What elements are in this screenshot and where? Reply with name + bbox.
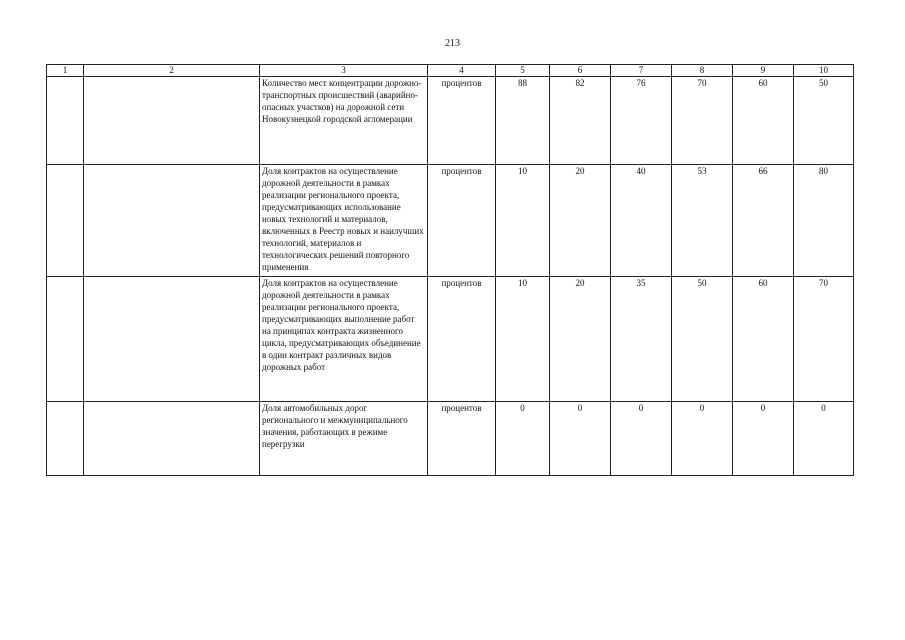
column-header: 6: [550, 65, 611, 77]
unit-cell: процентов: [428, 402, 496, 476]
table-row: [47, 277, 854, 402]
unit-cell: процентов: [428, 77, 496, 165]
value-cell: 40: [611, 165, 672, 277]
page-number: 213: [445, 38, 460, 49]
column-header: 7: [611, 65, 672, 77]
table-cell: [47, 402, 84, 476]
value-cell: 60: [733, 77, 794, 165]
value-cell: 0: [672, 402, 733, 476]
table-cell: [47, 77, 84, 165]
indicator-cell: Доля автомобильных дорог регионального и межмуниципального значения, работающих в режиме перегрузки: [260, 402, 428, 476]
value-cell: 80: [794, 165, 854, 277]
value-cell: 53: [672, 165, 733, 277]
column-header: 4: [428, 65, 496, 77]
column-header: 3: [260, 65, 428, 77]
value-cell: 88: [496, 77, 550, 165]
value-cell: 50: [672, 277, 733, 402]
column-header: 2: [84, 65, 260, 77]
indicator-cell: Доля контрактов на осуществление дорожной деятельности в рамках реализации регионального проекта, предусматривающих выполнение работ на принципах контракта жизненного цикла, предусматривающих объединение в один контракт различных видов дорожных работ: [260, 277, 428, 402]
column-header: 5: [496, 65, 550, 77]
value-cell: 82: [550, 77, 611, 165]
value-cell: 35: [611, 277, 672, 402]
value-cell: 66: [733, 165, 794, 277]
value-cell: 10: [496, 277, 550, 402]
indicators-table: [46, 64, 854, 476]
column-header: 1: [47, 65, 84, 77]
table-row: [47, 77, 854, 165]
table-row: [47, 402, 854, 476]
value-cell: 0: [733, 402, 794, 476]
table-cell: [47, 165, 84, 277]
value-cell: 0: [496, 402, 550, 476]
column-header: 10: [794, 65, 854, 77]
indicator-cell: Количество мест концентрации дорожно-транспортных происшествий (аварийно-опасных участков) на дорожной сети Новокузнецкой городской агломерации: [260, 77, 428, 165]
table-cell: [84, 402, 260, 476]
column-header: 8: [672, 65, 733, 77]
value-cell: 20: [550, 277, 611, 402]
value-cell: 10: [496, 165, 550, 277]
value-cell: 70: [672, 77, 733, 165]
column-header: 9: [733, 65, 794, 77]
table-row: [47, 165, 854, 277]
table-cell: [84, 77, 260, 165]
value-cell: 76: [611, 77, 672, 165]
value-cell: 70: [794, 277, 854, 402]
table-cell: [84, 277, 260, 402]
value-cell: 20: [550, 165, 611, 277]
table-cell: [47, 277, 84, 402]
header-row: [47, 65, 854, 77]
value-cell: 60: [733, 277, 794, 402]
unit-cell: процентов: [428, 165, 496, 277]
unit-cell: процентов: [428, 277, 496, 402]
table-cell: [84, 165, 260, 277]
value-cell: 0: [550, 402, 611, 476]
value-cell: 0: [794, 402, 854, 476]
indicator-cell: Доля контрактов на осуществление дорожной деятельности в рамках реализации регионального проекта, предусматривающих использование новых технологий и материалов, включенных в Реестр новых и наилучших технологий, материалов и технологических решений повторного применения: [260, 165, 428, 277]
value-cell: 0: [611, 402, 672, 476]
value-cell: 50: [794, 77, 854, 165]
